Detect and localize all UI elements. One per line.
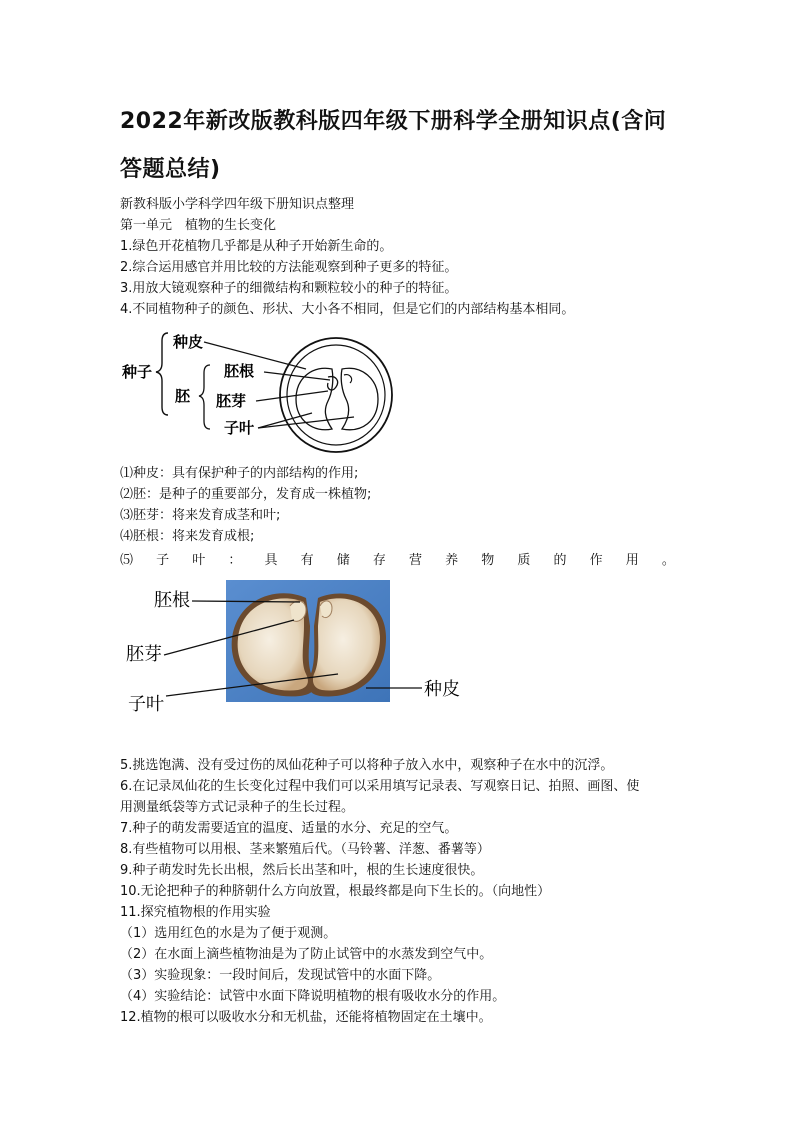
part-plumule: ⑶胚芽：将来发育成茎和叶; bbox=[120, 508, 281, 523]
experiment-step-2: （2）在水面上滴些植物油是为了防止试管中的水蒸发到空气中。 bbox=[120, 947, 493, 962]
diagram-label-plumule: 胚芽 bbox=[216, 392, 247, 410]
photo-label-seed-coat: 种皮 bbox=[424, 679, 460, 700]
diagram-label-radicle: 胚根 bbox=[224, 362, 255, 380]
point-6: 6.在记录凤仙花的生长变化过程中我们可以采用填写记录表、写观察日记、拍照、画图、使 bbox=[120, 779, 640, 794]
bean-seed-photo bbox=[120, 576, 480, 716]
point-4: 4.不同植物种子的颜色、形状、大小各不相同，但是它们的内部结构基本相同。 bbox=[120, 302, 575, 317]
experiment-step-3: （3）实验现象：一段时间后，发现试管中的水面下降。 bbox=[120, 968, 441, 983]
point-8: 8.有些植物可以用根、茎来繁殖后代。（马铃薯、洋葱、番薯等） bbox=[120, 842, 490, 857]
diagram-label-cotyledon: 子叶 bbox=[224, 419, 255, 437]
point-1: 1.绿色开花植物几乎都是从种子开始新生命的。 bbox=[120, 239, 393, 254]
experiment-step-4: （4）实验结论：试管中水面下降说明植物的根有吸收水分的作用。 bbox=[120, 989, 506, 1004]
photo-label-cotyledon: 子叶 bbox=[128, 694, 164, 715]
experiment-step-1: （1）选用红色的水是为了便于观测。 bbox=[120, 926, 337, 941]
point-9: 9.种子萌发时先长出根，然后长出茎和叶，根的生长速度很快。 bbox=[120, 863, 484, 878]
diagram-label-seed: 种子 bbox=[122, 363, 153, 381]
point-6-cont: 用测量纸袋等方式记录种子的生长过程。 bbox=[120, 800, 355, 815]
part-radicle: ⑷胚根：将来发育成根; bbox=[120, 529, 255, 544]
point-12: 12.植物的根可以吸收水分和无机盐，还能将植物固定在土壤中。 bbox=[120, 1010, 492, 1025]
point-11: 11.探究植物根的作用实验 bbox=[120, 905, 271, 920]
photo-label-radicle: 胚根 bbox=[154, 590, 190, 611]
point-7: 7.种子的萌发需要适宜的温度、适量的水分、充足的空气。 bbox=[120, 821, 458, 836]
unit-heading: 第一单元 植物的生长变化 bbox=[120, 218, 277, 233]
part-embryo: ⑵胚：是种子的重要部分，发育成一株植物; bbox=[120, 487, 372, 502]
part-seed-coat: ⑴种皮：具有保护种子的内部结构的作用; bbox=[120, 466, 359, 481]
point-2: 2.综合运用感官并用比较的方法能观察到种子更多的特征。 bbox=[120, 260, 458, 275]
subtitle: 新教科版小学科学四年级下册知识点整理 bbox=[120, 197, 355, 212]
part-cotyledon: ⑸ 子 叶 ： 具 有 储 存 营 养 物 质 的 作 用 。 bbox=[120, 553, 675, 568]
photo-label-plumule: 胚芽 bbox=[126, 644, 162, 665]
point-3: 3.用放大镜观察种子的细微结构和颗粒较小的种子的特征。 bbox=[120, 281, 458, 296]
point-10: 10.无论把种子的种脐朝什么方向放置，根最终都是向下生长的。（向地性） bbox=[120, 884, 551, 899]
seed-structure-diagram bbox=[118, 325, 400, 457]
document-title: 2022年新改版教科版四年级下册科学全册知识点(含问答题总结) bbox=[120, 109, 667, 182]
point-5: 5.挑选饱满、没有受过伤的凤仙花种子可以将种子放入水中，观察种子在水中的沉浮。 bbox=[120, 758, 614, 773]
diagram-label-seed-coat: 种皮 bbox=[173, 333, 204, 351]
diagram-label-embryo: 胚 bbox=[175, 387, 191, 405]
